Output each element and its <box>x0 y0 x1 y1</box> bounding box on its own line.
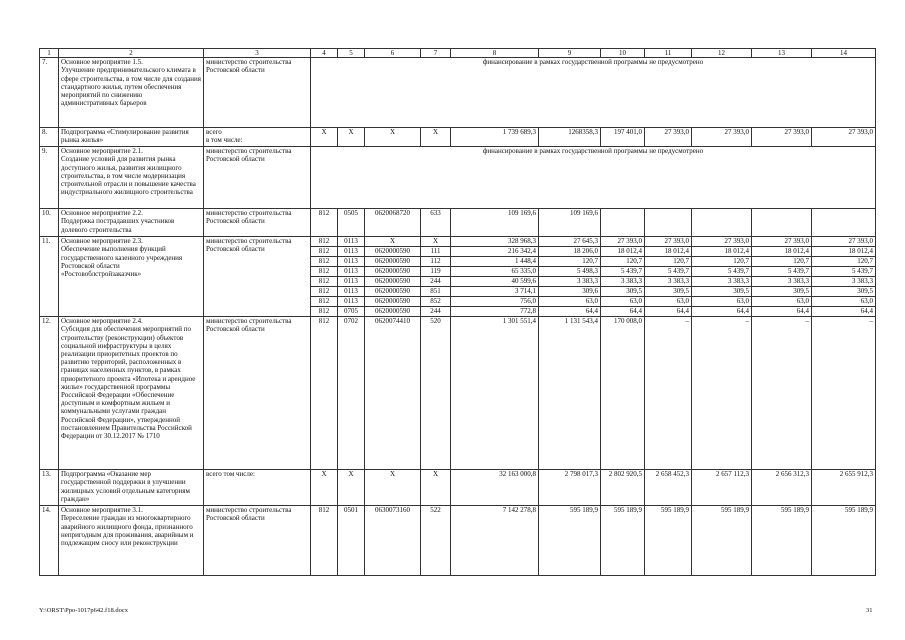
value-cell: 65 335,0 <box>451 267 539 277</box>
value-cell: 27 393,0 <box>645 237 692 247</box>
value-cell: X <box>421 470 451 506</box>
value-cell: 120,7 <box>539 257 601 267</box>
value-cell: 0630073160 <box>365 506 421 576</box>
table-row <box>40 237 876 247</box>
value-cell: 1 131 543,4 <box>539 317 601 470</box>
column-header: 11 <box>645 49 692 58</box>
row-executor: министерство строительства Ростовской области <box>204 147 311 209</box>
value-cell: 0620074410 <box>365 317 421 470</box>
financing-note: финансирование в рамках государственной программы не предусмотрено <box>311 58 876 128</box>
row-number: 13. <box>40 470 59 506</box>
value-cell: 2 656 312,3 <box>752 470 812 506</box>
row-name: Основное мероприятие 2.4. Субсидия для обеспечения мероприятий по строительству (реконструкции) объектов социальной инфраструктуры в целях реализации приоритетных проектов по развитию территорий, расположенных в границах населенных пунктов, в рамках приоритетного проекта «Ипотека и арендное жилье» государственной программы Российской Федерации «Обеспечение доступным и комфортным жильем и коммунальными услугами граждан Российской Федерации», утвержденной постановлением Правительства Российской Федерации от 30.12.2017 № 1710 <box>59 317 204 470</box>
value-cell: 2 802 920,5 <box>601 470 645 506</box>
value-cell: 5 439,7 <box>692 267 752 277</box>
value-cell: 64,4 <box>539 307 601 317</box>
value-cell: 812 <box>311 257 338 267</box>
table-row <box>40 58 876 128</box>
row-executor: министерство строительства Ростовской области <box>204 58 311 128</box>
value-cell: 852 <box>421 297 451 307</box>
value-cell: 0113 <box>338 297 365 307</box>
value-cell: 7 142 278,8 <box>451 506 539 576</box>
value-cell: 2 657 112,3 <box>692 470 752 506</box>
value-cell: 27 393,0 <box>812 128 876 147</box>
value-cell: 170 008,0 <box>601 317 645 470</box>
value-cell: 5 439,7 <box>601 267 645 277</box>
table-row <box>40 128 876 147</box>
value-cell: 309,5 <box>645 287 692 297</box>
value-cell: 3 714,1 <box>451 287 539 297</box>
header-row <box>40 49 876 58</box>
value-cell: 0620000590 <box>365 277 421 287</box>
row-name: Подпрограмма «Стимулирование развития рынка жилья» <box>59 128 204 147</box>
column-header: 10 <box>601 49 645 58</box>
value-cell: 27 645,3 <box>539 237 601 247</box>
value-cell: X <box>311 470 338 506</box>
value-cell: 0620000590 <box>365 257 421 267</box>
value-cell: 812 <box>311 209 338 237</box>
table-row <box>40 147 876 209</box>
value-cell: 109 169,6 <box>451 209 539 237</box>
value-cell: 812 <box>311 287 338 297</box>
row-name: Основное мероприятие 2.3. Обеспечение выполнения функций государственного казенного учреждения Ростовской области «Ростовоблстройзаказчик» <box>59 237 204 317</box>
value-cell: 63,0 <box>692 297 752 307</box>
value-cell: 3 383,3 <box>645 277 692 287</box>
value-cell <box>752 209 812 237</box>
value-cell: 812 <box>311 307 338 317</box>
value-cell: X <box>338 470 365 506</box>
value-cell: X <box>421 128 451 147</box>
value-cell: 0505 <box>338 209 365 237</box>
value-cell: 197 401,0 <box>601 128 645 147</box>
value-cell: 5 439,7 <box>645 267 692 277</box>
value-cell: 40 599,6 <box>451 277 539 287</box>
value-cell: 309,5 <box>752 287 812 297</box>
value-cell: 812 <box>311 297 338 307</box>
row-number: 7. <box>40 58 59 128</box>
value-cell: 18 206,0 <box>539 247 601 257</box>
value-cell: 851 <box>421 287 451 297</box>
value-cell: 32 163 000,8 <box>451 470 539 506</box>
row-number: 12. <box>40 317 59 470</box>
value-cell: 63,0 <box>812 297 876 307</box>
value-cell: 120,7 <box>692 257 752 267</box>
value-cell: 0501 <box>338 506 365 576</box>
value-cell: 18 012,4 <box>812 247 876 257</box>
value-cell: 120,7 <box>752 257 812 267</box>
value-cell: 5 498,3 <box>539 267 601 277</box>
column-header: 6 <box>365 49 421 58</box>
value-cell: X <box>421 237 451 247</box>
row-executor: всего том числе: <box>204 470 311 506</box>
value-cell: X <box>365 470 421 506</box>
row-executor: всего в том числе: <box>204 128 311 147</box>
table-row <box>40 470 876 506</box>
table-row <box>40 209 876 237</box>
value-cell: 18 012,4 <box>601 247 645 257</box>
footer-file-path: Y:\ORST\Ppo-1017p642.f18.docx <box>39 607 128 614</box>
value-cell: 1 448,4 <box>451 257 539 267</box>
value-cell: 216 342,4 <box>451 247 539 257</box>
value-cell: 3 383,3 <box>539 277 601 287</box>
value-cell: 812 <box>311 506 338 576</box>
value-cell: 64,4 <box>812 307 876 317</box>
value-cell: X <box>311 128 338 147</box>
value-cell: 756,0 <box>451 297 539 307</box>
column-header: 9 <box>539 49 601 58</box>
value-cell: 0620068720 <box>365 209 421 237</box>
value-cell <box>645 209 692 237</box>
value-cell: 27 393,0 <box>752 237 812 247</box>
value-cell: 0620000590 <box>365 267 421 277</box>
value-cell: 27 393,0 <box>692 237 752 247</box>
value-cell: X <box>365 237 421 247</box>
value-cell: 595 189,9 <box>601 506 645 576</box>
row-number: 10. <box>40 209 59 237</box>
value-cell: 120,7 <box>812 257 876 267</box>
value-cell: 3 383,3 <box>752 277 812 287</box>
column-header: 14 <box>812 49 876 58</box>
value-cell: 0620000590 <box>365 247 421 257</box>
value-cell: X <box>365 128 421 147</box>
value-cell: 2 658 452,3 <box>645 470 692 506</box>
value-cell: 27 393,0 <box>752 128 812 147</box>
value-cell: 0113 <box>338 277 365 287</box>
row-name: Основное мероприятие 2.1. Создание условий для развития рынка доступного жилья, развития жилищного строительства, в том числе модернизация строительной отрасли и повышение качества индустриального жилищного строительства <box>59 147 204 209</box>
row-name: Подпрограмма «Оказание мер государственной поддержки в улучшении жилищных условий отдельным категориям граждан» <box>59 470 204 506</box>
value-cell: 112 <box>421 257 451 267</box>
value-cell: 0620000590 <box>365 307 421 317</box>
value-cell: 2 798 017,3 <box>539 470 601 506</box>
value-cell: 5 439,7 <box>752 267 812 277</box>
value-cell: 0702 <box>338 317 365 470</box>
row-executor: министерство строительства Ростовской области <box>204 317 311 470</box>
value-cell: – <box>812 317 876 470</box>
value-cell: 309,6 <box>539 287 601 297</box>
value-cell: 812 <box>311 267 338 277</box>
value-cell: 0705 <box>338 307 365 317</box>
value-cell: 2 655 912,3 <box>812 470 876 506</box>
value-cell: 1268358,3 <box>539 128 601 147</box>
row-name: Основное мероприятие 2.2. Поддержка пострадавших участников долевого строительства <box>59 209 204 237</box>
value-cell: 812 <box>311 237 338 247</box>
row-executor: министерство строительства Ростовской области <box>204 237 311 317</box>
value-cell: 63,0 <box>645 297 692 307</box>
value-cell: 520 <box>421 317 451 470</box>
column-header: 5 <box>338 49 365 58</box>
row-name: Основное мероприятие 1.5. Улучшение предпринимательского климата в сфере строительства, в том числе для создания стандартного жилья, путем обеспечения мероприятий по снижению административных барьеров <box>59 58 204 128</box>
value-cell: 3 383,3 <box>601 277 645 287</box>
value-cell: 812 <box>311 277 338 287</box>
value-cell: 595 189,9 <box>539 506 601 576</box>
value-cell: 64,4 <box>601 307 645 317</box>
value-cell: 119 <box>421 267 451 277</box>
value-cell: 27 393,0 <box>692 128 752 147</box>
value-cell: 18 012,4 <box>645 247 692 257</box>
value-cell: 0113 <box>338 267 365 277</box>
value-cell: – <box>645 317 692 470</box>
value-cell: 5 439,7 <box>812 267 876 277</box>
value-cell: 64,4 <box>692 307 752 317</box>
value-cell: 120,7 <box>601 257 645 267</box>
value-cell <box>812 209 876 237</box>
table-row <box>40 506 876 576</box>
value-cell: 63,0 <box>752 297 812 307</box>
value-cell: 0113 <box>338 247 365 257</box>
value-cell: 0113 <box>338 257 365 267</box>
column-header: 3 <box>204 49 311 58</box>
value-cell: – <box>752 317 812 470</box>
value-cell: 812 <box>311 317 338 470</box>
value-cell: 244 <box>421 307 451 317</box>
row-number: 11. <box>40 237 59 317</box>
value-cell: 595 189,9 <box>752 506 812 576</box>
value-cell: 0620000590 <box>365 297 421 307</box>
value-cell: 1 739 689,3 <box>451 128 539 147</box>
row-number: 8. <box>40 128 59 147</box>
value-cell: 772,8 <box>451 307 539 317</box>
column-header: 13 <box>752 49 812 58</box>
value-cell <box>601 209 645 237</box>
value-cell: 328 968,3 <box>451 237 539 247</box>
value-cell: 27 393,0 <box>812 237 876 247</box>
column-header: 1 <box>40 49 59 58</box>
table-row <box>40 317 876 470</box>
value-cell: 0113 <box>338 237 365 247</box>
value-cell: 111 <box>421 247 451 257</box>
value-cell: 244 <box>421 277 451 287</box>
value-cell: 18 012,4 <box>692 247 752 257</box>
value-cell: 522 <box>421 506 451 576</box>
column-header: 12 <box>692 49 752 58</box>
value-cell: 309,5 <box>601 287 645 297</box>
value-cell: 3 383,3 <box>692 277 752 287</box>
value-cell: X <box>338 128 365 147</box>
value-cell: 309,5 <box>692 287 752 297</box>
value-cell: 0113 <box>338 287 365 297</box>
row-number: 9. <box>40 147 59 209</box>
column-header: 2 <box>59 49 204 58</box>
value-cell: 109 169,6 <box>539 209 601 237</box>
budget-table <box>39 48 876 576</box>
value-cell: 64,4 <box>752 307 812 317</box>
value-cell: 633 <box>421 209 451 237</box>
value-cell: 309,5 <box>812 287 876 297</box>
page-number: 31 <box>866 607 873 614</box>
value-cell <box>692 209 752 237</box>
value-cell: 120,7 <box>645 257 692 267</box>
value-cell: 64,4 <box>645 307 692 317</box>
row-number: 14. <box>40 506 59 576</box>
value-cell: 812 <box>311 247 338 257</box>
value-cell: 63,0 <box>601 297 645 307</box>
column-header: 4 <box>311 49 338 58</box>
column-header: 8 <box>451 49 539 58</box>
value-cell: – <box>692 317 752 470</box>
value-cell: 63,0 <box>539 297 601 307</box>
row-name: Основное мероприятие 3.1. Переселение граждан из многоквартирного аварийного жилищного фонда, признанного непригодным для проживания, аварийным и подлежащим сносу или реконструкции <box>59 506 204 576</box>
value-cell: 595 189,9 <box>645 506 692 576</box>
value-cell: 3 383,3 <box>812 277 876 287</box>
value-cell: 0620000590 <box>365 287 421 297</box>
value-cell: 595 189,9 <box>692 506 752 576</box>
value-cell: 1 301 551,4 <box>451 317 539 470</box>
value-cell: 18 012,4 <box>752 247 812 257</box>
row-executor: министерство строительства Ростовской области <box>204 209 311 237</box>
financing-note: финансирование в рамках государственной программы не предусмотрено <box>311 147 876 209</box>
value-cell: 595 189,9 <box>812 506 876 576</box>
column-header: 7 <box>421 49 451 58</box>
value-cell: 27 393,0 <box>645 128 692 147</box>
row-executor: министерство строительства Ростовской области <box>204 506 311 576</box>
value-cell: 27 393,0 <box>601 237 645 247</box>
